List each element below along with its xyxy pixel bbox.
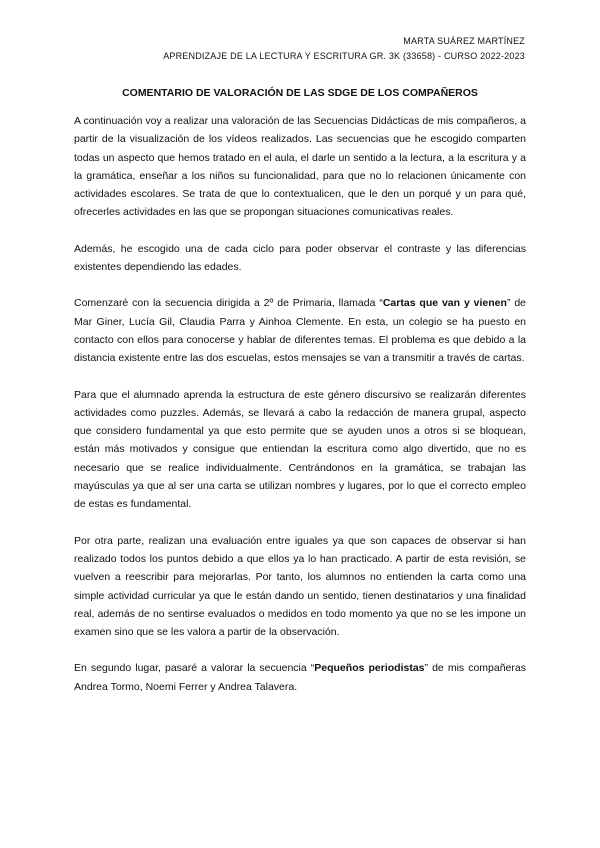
paragraph-intro: A continuación voy a realizar una valoración de las Secuencias Didácticas de mis compañeros, a partir de la visualización de los vídeos realizados. Las secuencias que he escogido comparten todas un aspecto que hemos tratado en el aula, el darle un sentido a la lectura, a la escritura y a la gramática, enseñar a los niños su funcionalidad, para que no lo relacionen únicamente con actividades escolares. Se trata de que lo contextualicen, que le den un porqué y un para qué, ofrecerles actividades en las que se propongan situaciones comunicativas reales. [74,115,526,219]
text-run: Comenzaré con la secuencia dirigida a 2º de Primaria, llamada “ [74,297,383,310]
document-title: COMENTARIO DE VALORACIÓN DE LAS SDGE DE LOS COMPAÑEROS [122,87,478,99]
paragraph-second-sequence [74,659,526,696]
text-run: En segundo lugar, pasaré a valorar la secuencia “ [74,662,315,675]
course-info: APRENDIZAJE DE LA LECTURA Y ESCRITURA GR. 3K (33658) - CURSO 2022-2023 [163,51,525,61]
paragraph-evaluation: Por otra parte, realizan una evaluación entre iguales ya que son capaces de observar si han realizado todos los puntos debido a que ellos ya lo han practicado. A partir de esta revisión, se vuelven a reescribir para mejorarlas. Por tanto, los alumnos no entienden la carta como una simple actividad curricular ya que le están dando un sentido, tienen destinatarios y una finalidad real, además de no sentirse evaluados o medidos en todo momento ya que no se les impone un examen sino que se les valora a partir de la observación. [74,534,526,639]
sequence-title-cartas: Cartas que van y vienen [382,297,507,310]
author-name: MARTA SUÁREZ MARTÍNEZ [403,36,525,46]
paragraph-selection: Además, he escogido una de cada ciclo para poder observar el contraste y las diferencias existentes dependiendo las edades. [74,242,526,274]
document-body [74,112,526,714]
text-run: ” de mis compañeras Andrea Tormo, Noemi Ferrer y Andrea Talavera. [74,662,526,693]
text-run: ” de Mar Giner, Lucía Gil, Claudia Parra y Ainhoa Clemente. En esta, un colegio se ha puesto en contacto con ellos para conocerse y hablar de diferentes temas. El problema es que debido a la distancia existente entre las dos escuelas, estos mensajes se van a transmitir a través de cartas. [74,297,526,365]
paragraph-first-sequence [74,294,526,367]
page-header [163,34,525,64]
sequence-title-periodistas: Pequeños periodistas [314,662,425,675]
paragraph-activities: Para que el alumnado aprenda la estructura de este género discursivo se realizarán diferentes actividades como puzzles. Además, se llevará a cabo la redacción de manera grupal, aspecto que considero fundamental ya que esto permite que se ayuden unos a otros si se bloquean, están más motivados y consigue que entiendan la escritura como algo divertido, que no es necesario que se realice individualmente. Centrándonos en la gramática, se trabajan las mayúsculas ya que al ser una carta se utilizan nombres y lugares, por lo que el correcto empleo de estas es fundamental. [74,388,526,511]
